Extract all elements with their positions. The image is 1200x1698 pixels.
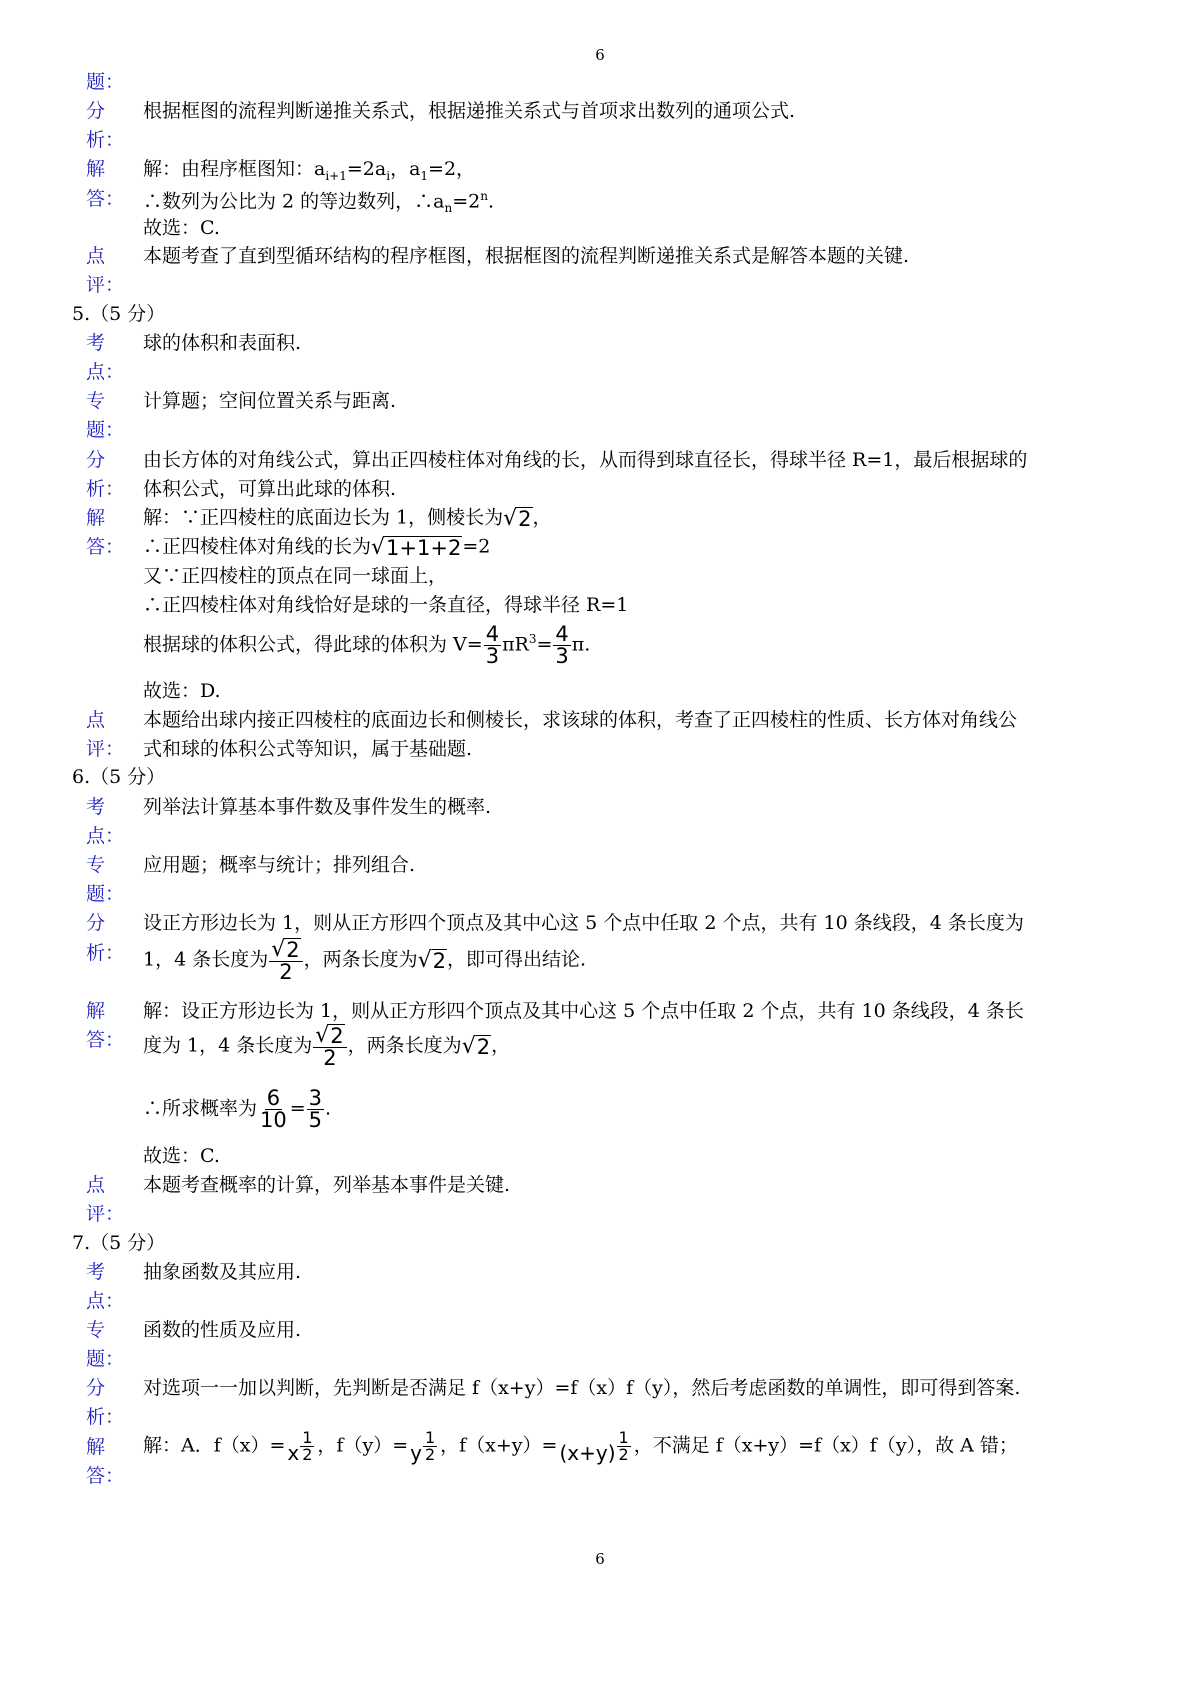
q6-dianping-text: 本题考查概率的计算，列举基本事件是关键. [143, 1174, 511, 1196]
q5-header: 5.（5 分） [72, 303, 166, 325]
q7-kaodian-label-2: 点： [86, 1290, 125, 1312]
q6-jieda-label-2: 答： [86, 1029, 125, 1051]
q6-fenxi-line1: 设正方形边长为 1，则从正方形四个顶点及其中心这 5 个点中任取 2 个点，共有 10 条线段，4 条长度为 [143, 912, 1024, 934]
q6-fenxi-label-2: 析： [86, 942, 125, 964]
q5-zhuanti-text: 计算题；空间位置关系与距离. [143, 390, 397, 412]
q5-jieda-line2: ∴正四棱柱体对角线的长为 √ 1+1+2 =2 [143, 535, 491, 560]
q5-jieda-label-1: 解 [86, 507, 106, 529]
q6-fenxi-line2: 1，4 条长度为 √ 2 2 ，两条长度为 √ 2 ，即可得出结论. [143, 937, 587, 985]
q6-dianping-label-2: 评： [86, 1203, 125, 1225]
q7-zhuanti-text: 函数的性质及应用. [143, 1319, 302, 1341]
frac-4-3: $\frac{4}{3}$ [485, 622, 500, 668]
q6-zhuanti-label-1: 专 [86, 854, 106, 876]
q4-jieda-line2: ∴数列为公比为 2 的等边数列，$\therefore a_n=2^n$. [143, 189, 495, 216]
page-number-top: 6 [595, 46, 605, 64]
q6-zhuanti-text: 应用题；概率与统计；排列组合. [143, 854, 416, 876]
q6-jieda-line3: ∴所求概率为 $\frac{6}{10}$ = $\frac{3}{5}$ . [143, 1086, 332, 1132]
fenxi-label-char2: 析： [86, 129, 125, 151]
sqrt-2: √ 2 [503, 506, 532, 531]
fenxi-label-char1: 分 [86, 100, 106, 122]
dianping-label-char1: 点 [86, 245, 106, 267]
q5-kaodian-label-1: 考 [86, 332, 106, 354]
q7-zhuanti-label-2: 题： [86, 1348, 125, 1370]
q7-fenxi-label-2: 析： [86, 1406, 125, 1428]
zhuanti-label-tail: 题： [86, 71, 125, 93]
q6-kaodian-text: 列举法计算基本事件数及事件发生的概率. [143, 796, 492, 818]
jieda-label-char1: 解 [86, 158, 106, 180]
q6-jieda-line1: 解：设正方形边长为 1，则从正方形四个顶点及其中心这 5 个点中任取 2 个点，共有 10 条线段，4 条长 [143, 1000, 1024, 1022]
q4-dianping-text: 本题考查了直到型循环结构的程序框图，根据框图的流程判断递推关系式是解答本题的关键. [143, 245, 910, 267]
q6-header: 6.（5 分） [72, 766, 166, 788]
frac-3-5: $\frac{3}{5}$ [308, 1086, 323, 1132]
q5-jieda-line1: 解：∵正四棱柱的底面边长为 1，侧棱长为 √ 2 ， [143, 506, 552, 531]
q6-kaodian-label-2: 点： [86, 825, 125, 847]
frac-sqrt2-over-2-b: √ 2 2 [313, 1024, 346, 1069]
q6-jieda-line4: 故选：C. [143, 1145, 220, 1167]
q6-jieda-line2: 度为 1，4 条长度为 √ 2 2 ，两条长度为 √ 2 ， [143, 1023, 511, 1071]
q7-jieda-line1: 解：A．f（x）= x $\frac{1}{2}$ ，f（y）= y $\frac{1}{2}$ ，f（x+y）= (x+y) $\frac{1}{2}$ ，不满足 f（x+y）=f（x）f（y），故 A 错； [143, 1428, 1018, 1465]
q5-jieda-line5: 根据球的体积公式，得此球的体积为 V= $\frac{4}{3}$ $\pi R^3=$ $\frac{4}{3}$ π. [143, 622, 591, 668]
q5-dianping-line1: 本题给出球内接正四棱柱的底面边长和侧棱长，求该球的体积，考查了正四棱柱的性质、长方体对角线公 [143, 709, 1018, 731]
page-number-bottom: 6 [595, 1550, 605, 1568]
q7-header: 7.（5 分） [72, 1232, 166, 1254]
frac-6-10: $\frac{6}{10}$ [260, 1086, 287, 1132]
frac-4-3-b: $\frac{4}{3}$ [555, 622, 569, 668]
q7-fenxi-text: 对选项一一加以判断，先判断是否满足 f（x+y）=f（x）f（y），然后考虑函数的单调性，即可得到答案. [143, 1377, 1021, 1399]
q5-fenxi-line2: 体积公式，可算出此球的体积. [143, 478, 397, 500]
q7-kaodian-text: 抽象函数及其应用. [143, 1261, 302, 1283]
q6-kaodian-label-1: 考 [86, 796, 106, 818]
q4-jieda-line3: 故选：C. [143, 217, 220, 239]
q5-fenxi-label-2: 析： [86, 478, 125, 500]
sqrt-2: √ 2 [461, 1034, 491, 1059]
q5-dianping-label-1: 点 [86, 709, 106, 731]
dianping-label-char2: 评： [86, 274, 125, 296]
q7-jieda-label-1: 解 [86, 1436, 106, 1458]
q5-dianping-label-2: 评： [86, 738, 125, 760]
q4-fenxi-text: 根据框图的流程判断递推关系式，根据递推关系式与首项求出数列的通项公式. [143, 100, 796, 122]
jieda-label-char2: 答： [86, 188, 125, 210]
q6-jieda-label-1: 解 [86, 1000, 106, 1022]
q7-fenxi-label-1: 分 [86, 1377, 106, 1399]
q5-jieda-line6: 故选：D. [143, 680, 221, 702]
q7-jieda-label-2: 答： [86, 1465, 125, 1487]
frac-sqrt2-over-2: √ 2 2 [269, 938, 302, 983]
q4-jieda-line1: 解：由程序框图知：$a_{i+1}=2a_i$，$a_1=2$， [143, 158, 476, 183]
q5-zhuanti-label-1: 专 [86, 390, 106, 412]
q7-kaodian-label-1: 考 [86, 1261, 106, 1283]
q5-jieda-line3: 又∵正四棱柱的顶点在同一球面上， [143, 565, 448, 587]
q5-fenxi-line1: 由长方体的对角线公式，算出正四棱柱体对角线的长，从而得到球直径长，得球半径 R=1，最后根据球的 [143, 449, 1028, 471]
q6-dianping-label-1: 点 [86, 1174, 106, 1196]
y-pow-half: y $\frac{1}{2}$ [410, 1428, 436, 1465]
q5-zhuanti-label-2: 题： [86, 419, 125, 441]
q5-kaodian-label-2: 点： [86, 361, 125, 383]
q5-dianping-line2: 式和球的体积公式等知识，属于基础题. [143, 738, 473, 760]
q7-zhuanti-label-1: 专 [86, 1319, 106, 1341]
sqrt-1-1-2: √ 1+1+2 [371, 535, 462, 560]
q6-fenxi-label-1: 分 [86, 912, 106, 934]
sqrt-2: √ 2 [417, 948, 447, 973]
q6-zhuanti-label-2: 题： [86, 883, 125, 905]
q5-jieda-label-2: 答： [86, 536, 125, 558]
x-pow-half: x $\frac{1}{2}$ [287, 1428, 313, 1465]
q5-kaodian-text: 球的体积和表面积. [143, 332, 302, 354]
xy-pow-half: (x+y) $\frac{1}{2}$ [559, 1428, 629, 1465]
q5-fenxi-label-1: 分 [86, 449, 106, 471]
q5-jieda-line4: ∴正四棱柱体对角线恰好是球的一条直径，得球半径 R=1 [143, 594, 629, 616]
